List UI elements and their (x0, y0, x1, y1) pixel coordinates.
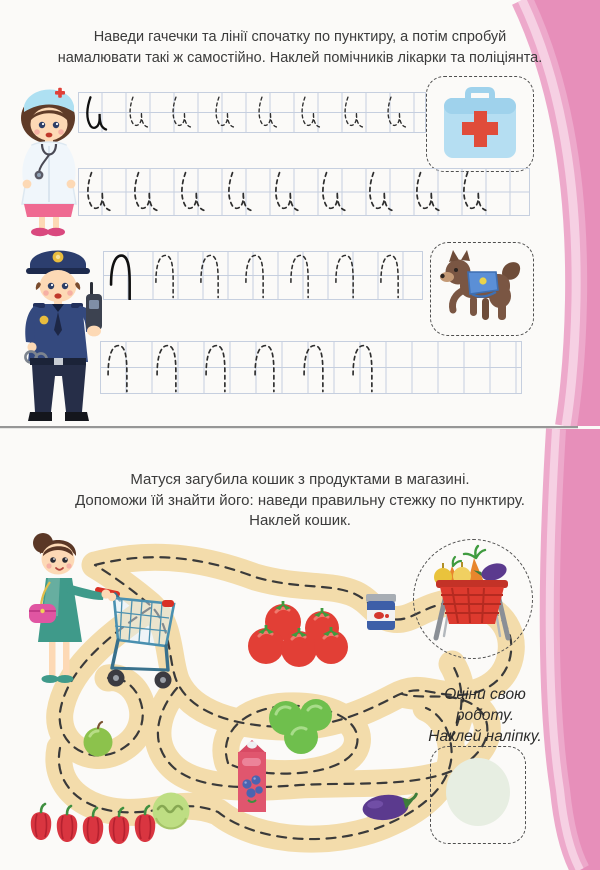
canned-jar (366, 594, 396, 630)
top-instruction-line2: намалювати такі ж самостійно. Наклей помічників лікарки та поліціянта. (57, 50, 543, 66)
page-divider-line (0, 426, 578, 428)
trace-row-arches-small (103, 251, 423, 300)
rating-sticker-area (430, 746, 526, 844)
doctor-character (21, 88, 76, 236)
trace-row-hooks-small (78, 92, 426, 133)
police-character (25, 251, 102, 422)
trace-row-hooks-large (78, 168, 530, 216)
bottom-instruction-line2: Допоможи їй знайти його: наведи правильну стежку по пунктиру. (75, 491, 525, 509)
bottom-instruction-line1: Матуся загубила кошик з продуктами в магазині. (130, 471, 470, 488)
tomatoes (248, 601, 348, 667)
juice-carton (238, 740, 266, 812)
top-instruction-line1: Наведи гачечки та лінії спочатку по пунктиру, а потім спробуй (93, 29, 507, 45)
green-apple (84, 722, 113, 757)
basket-sticker-area (413, 539, 533, 659)
top-instruction (28, 27, 572, 69)
rating-instruction (415, 684, 555, 747)
rating-line1: Оціни свою (444, 686, 526, 703)
bottom-instruction (28, 470, 572, 532)
rating-line3: Наклей наліпку. (428, 728, 542, 745)
trace-row-arches-large (100, 341, 522, 394)
police-dog-sticker-area (430, 242, 534, 336)
rating-line2: роботу. (455, 707, 515, 724)
first-aid-sticker-area (426, 76, 534, 172)
light-cabbage (153, 793, 190, 830)
bottom-instruction-line3: Наклей кошик. (249, 512, 351, 529)
